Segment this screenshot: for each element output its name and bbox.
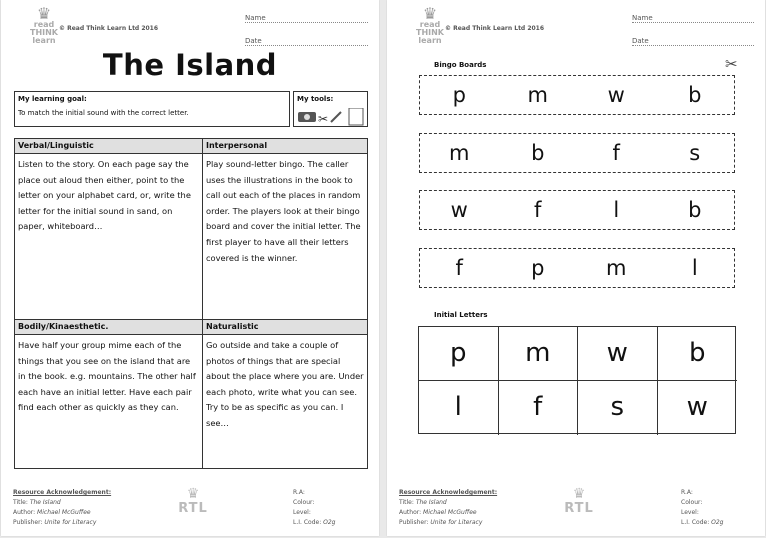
resource-acknowledgement: Resource Acknowledgement: Title: The Island Author: Michael McGuffee Publisher: Unite for Literacy [399,489,498,526]
crown-icon: ♛ [572,486,586,502]
reading-info: R.A: Colour: Level: L.I. Code: O2g [293,489,336,526]
letter-card: s [578,381,658,435]
letter-card: m [499,327,579,381]
crown-icon: ♛ [186,486,200,502]
section-verbal: Verbal/Linguistic Listen to the story. On each page say the place out aloud then either, point to the letter on your alphabet card, or, write the letter for the initial sound in sand, on paper, whiteboard… [15,139,203,320]
letter-card: b [658,327,738,381]
crown-icon: ♛ [36,4,52,23]
section-naturalistic: Naturalistic Go outside and take a couple of photos of things that are special about the place where you are. Under each photo, write what you can see. Try to be as specific as you can. I see… [203,320,367,468]
tools-label: My tools: [297,95,334,103]
activity-grid [14,138,368,469]
section-bodily: Bodily/Kinaesthetic. Have half your group mime each of the things that you see on the island that are in the book. e.g. mountains. The other half each have an initial letter. Have each pair find each other as quickly as they can. [15,320,203,468]
reading-info: R.A: Colour: Level: L.I. Code: O2g [681,489,724,526]
read-think-learn-logo: ♛ read THINK learn [29,4,59,45]
pencil-icon [331,112,341,122]
name-field[interactable]: Name [632,14,754,23]
scissors-icon: ✂ [725,55,738,73]
tools-box [293,91,368,127]
letter-card: p [419,327,499,381]
bingo-title: Bingo Boards [434,61,487,69]
read-think-learn-logo: ♛ read THINK learn [415,4,445,45]
letter-card: f [499,381,579,435]
letter-card: w [686,392,708,422]
right-page [387,0,765,536]
paper-icon [349,108,363,125]
scissors-icon: ✂ [318,112,329,126]
rtl-logo: ♛ RTL [559,487,599,516]
bingo-board: m b f s [419,133,735,173]
resource-acknowledgement: Resource Acknowledgement: Title: The Island Author: Michael McGuffee Publisher: Unite for Literacy [13,489,112,526]
rtl-logo: ♛ RTL [173,487,213,516]
tools-icons [297,108,365,126]
initial-letters-grid [418,326,736,434]
copyright: © Read Think Learn Ltd 2016 [445,25,545,32]
learning-goal-label: My learning goal: [18,95,87,103]
learning-goal-box [14,91,290,127]
copyright: © Read Think Learn Ltd 2016 [59,25,159,32]
bingo-board: w f l b [419,190,735,230]
left-page [1,0,379,536]
learning-goal-text: To match the initial sound with the correct letter. [18,109,189,117]
section-interpersonal: Interpersonal Play sound-letter bingo. The caller uses the illustrations in the book to call out each of the places in random order. The players look at their bingo board and cover the initial letter. The first player to have all their letters covered is the winner. [203,139,367,320]
initial-letters-title: Initial Letters [434,311,488,319]
bingo-board: f p m l [419,248,735,288]
date-field[interactable]: Date [245,37,368,46]
letter-card: w [578,327,658,381]
letter-card: l [419,381,499,435]
name-field[interactable]: Name [245,14,368,23]
page-title: The Island [102,48,278,82]
bingo-board: p m w b [419,75,735,115]
date-field[interactable]: Date [632,37,754,46]
crown-icon: ♛ [422,4,438,23]
